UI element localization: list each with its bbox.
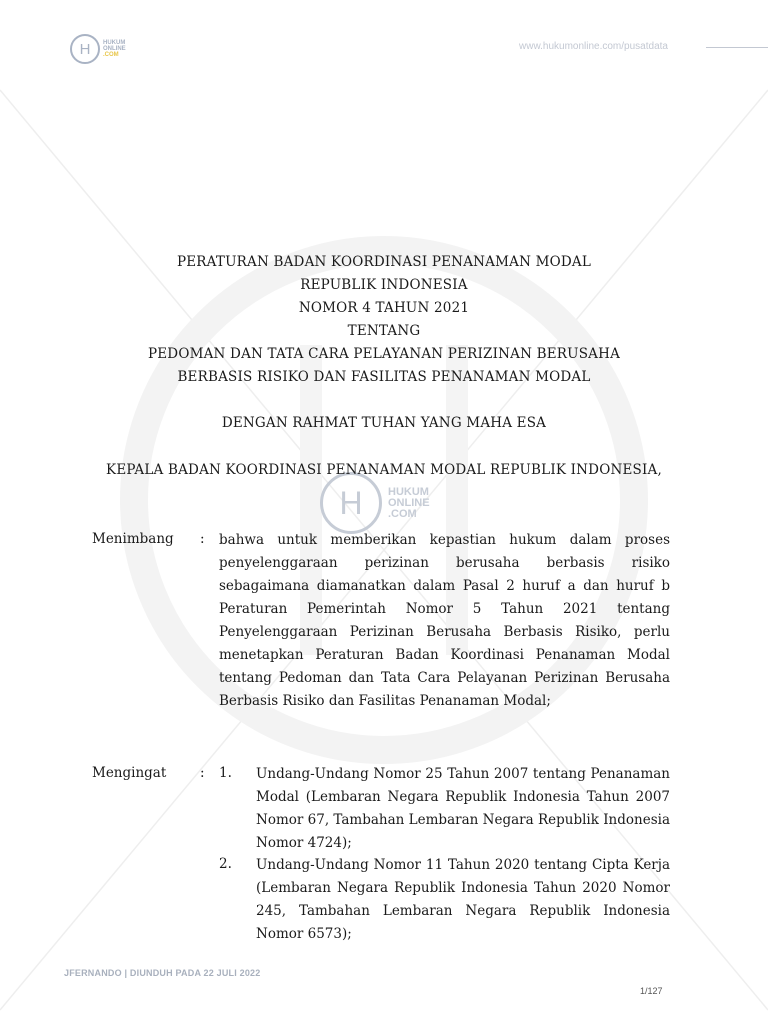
- logo-wordmark: HUKUM ONLINE .COM: [103, 40, 126, 58]
- site-url-link[interactable]: www.hukumonline.com/pusatdata: [519, 41, 668, 52]
- watermark-wordmark: HUKUM ONLINE .COM: [388, 485, 430, 520]
- rahmat-line: DENGAN RAHMAT TUHAN YANG MAHA ESA: [221, 415, 547, 431]
- mengingat-item-1-number: 1.: [219, 765, 232, 781]
- regulation-tentang: TENTANG: [347, 323, 421, 339]
- regulation-subject-line-2: BERBASIS RISIKO DAN FASILITAS PENANAMAN MODAL: [177, 369, 591, 385]
- menimbang-colon: :: [200, 531, 205, 547]
- mengingat-item-2-text: Undang-Undang Nomor 11 Tahun 2020 tentang Cipta Kerja (Lembaran Negara Republik Indonesia Tahun 2020 Nomor 245, Tambahan Lembaran Negara Republik Indonesia Nomor 6573);: [256, 857, 670, 942]
- mengingat-item-2-number: 2.: [219, 856, 232, 872]
- center-watermark-logo: [320, 472, 430, 534]
- kepala-line: KEPALA BADAN KOORDINASI PENANAMAN MODAL REPUBLIK INDONESIA,: [106, 462, 662, 478]
- page-number: 1/127: [640, 986, 663, 996]
- watermark-h-icon: H: [320, 472, 382, 534]
- hukumonline-logo[interactable]: [70, 34, 126, 64]
- logo-h-icon: H: [70, 34, 100, 64]
- mengingat-item-1-text: Undang-Undang Nomor 25 Tahun 2007 tentang Penanaman Modal (Lembaran Negara Republik Indonesia Tahun 2007 Nomor 67, Tambahan Lembaran Negara Republik Indonesia Nomor 4724);: [256, 766, 670, 851]
- menimbang-text: bahwa untuk memberikan kepastian hukum dalam proses penyelenggaraan perizinan berusaha berbasis risiko sebagaimana diamanatkan dalam Pasal 2 huruf a dan huruf b Peraturan Pemerintah Nomor 5 Tahun 2021 tentang Penyelenggaraan Perizinan Berusaha Berbasis Risiko, perlu menetapkan Peraturan Badan Koordinasi Penanaman Modal tentang Pedoman dan Tata Cara Pelayanan Perizinan Berusaha Berbasis Risiko dan Fasilitas Penanaman Modal;: [219, 532, 670, 709]
- mengingat-label: Mengingat: [92, 765, 167, 781]
- regulation-title-line-2: REPUBLIK INDONESIA: [300, 277, 468, 293]
- mengingat-colon: :: [200, 765, 205, 781]
- menimbang-label: Menimbang: [92, 531, 174, 547]
- download-stamp: JFERNANDO | DIUNDUH PADA 22 JULI 2022: [64, 968, 261, 978]
- header-rule: [706, 47, 768, 48]
- regulation-title-line-1: PERATURAN BADAN KOORDINASI PENANAMAN MODAL: [176, 254, 592, 270]
- regulation-number: NOMOR 4 TAHUN 2021: [298, 300, 470, 316]
- regulation-subject-line-1: PEDOMAN DAN TATA CARA PELAYANAN PERIZINAN BERUSAHA: [147, 346, 621, 362]
